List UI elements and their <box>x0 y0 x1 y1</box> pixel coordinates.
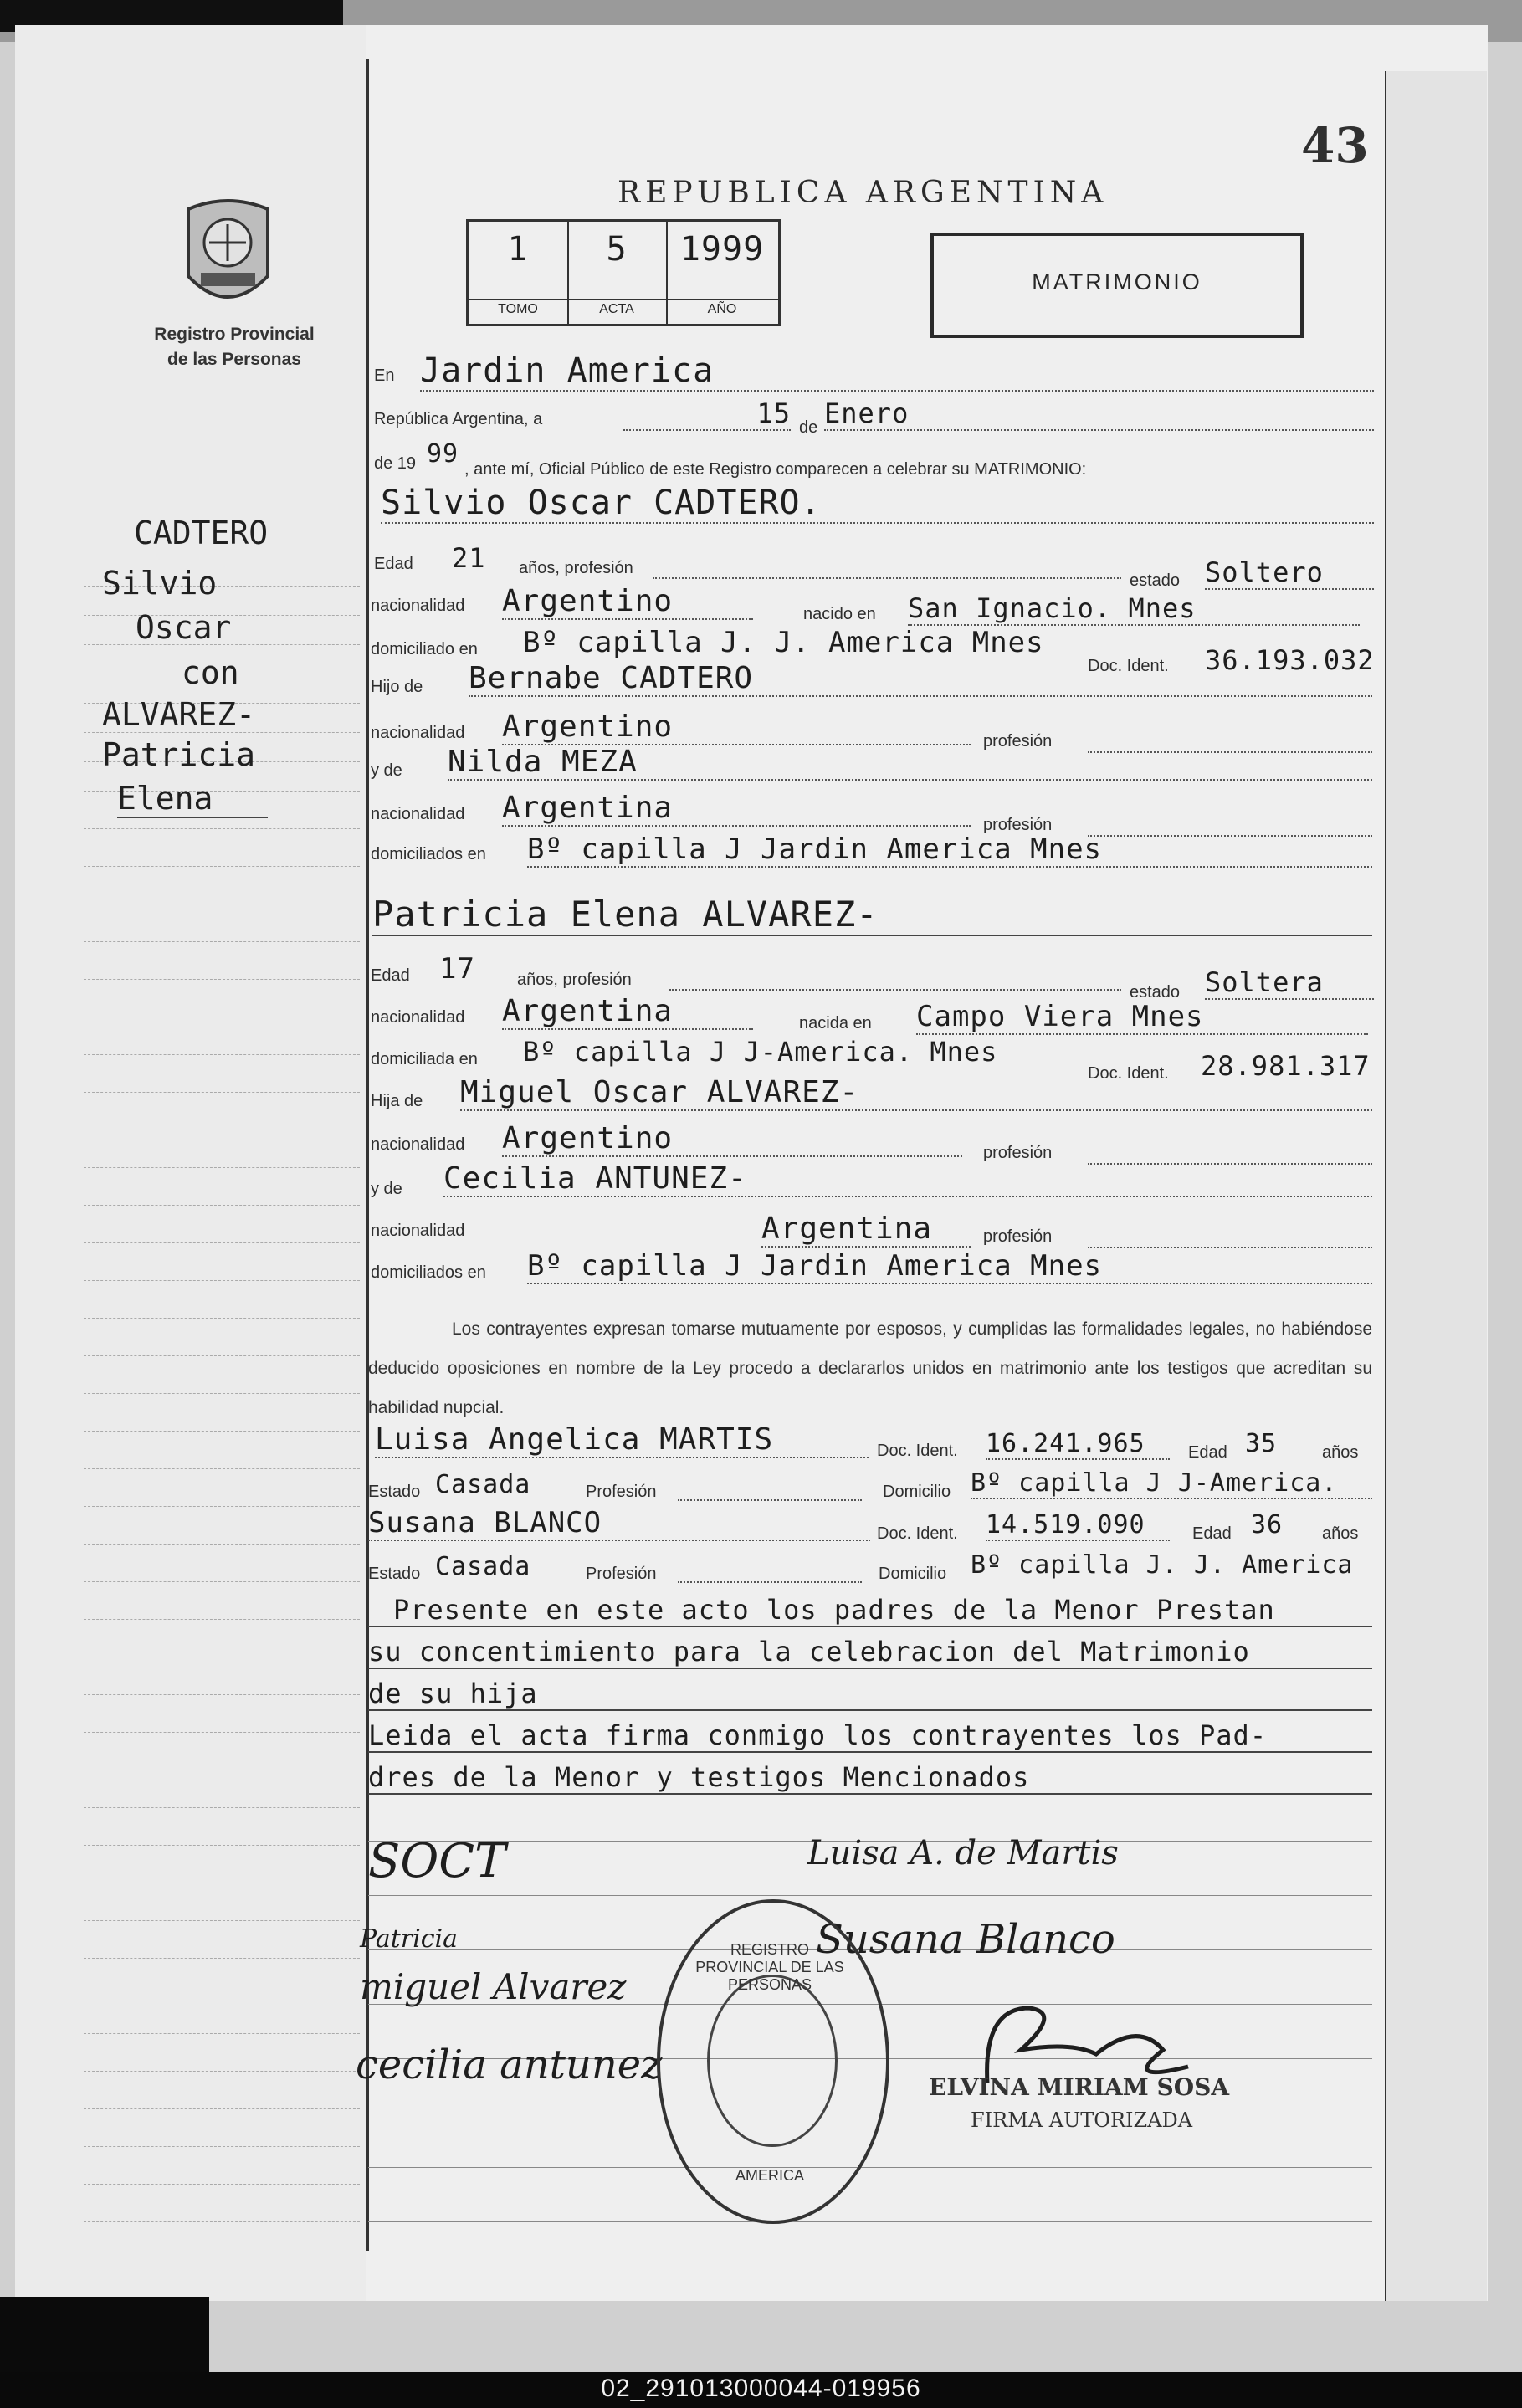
groom-doc: 36.193.032 <box>1205 644 1375 676</box>
margin-rule <box>84 2033 360 2034</box>
margin-rule <box>84 2146 360 2147</box>
margin-rule <box>84 1958 360 1959</box>
registry-name <box>126 322 343 372</box>
bride-father-profesion-label: profesión <box>983 1144 1053 1162</box>
father-signature: miguel Alvarez <box>360 1966 627 2007</box>
groom-father: Bernabe CADTERO <box>469 661 1372 697</box>
witness1-age: 35 <box>1245 1429 1278 1458</box>
groom-nacionalidad-label: nacionalidad <box>371 597 465 615</box>
groom-edad-label: Edad <box>374 555 413 573</box>
acta-value: 5 <box>606 230 628 269</box>
tomo-value: 1 <box>507 230 529 269</box>
margin-note-line: Oscar <box>136 609 232 646</box>
groom-signature: SOCT <box>368 1834 506 1888</box>
en-label: En <box>374 366 395 385</box>
bride-doc: 28.981.317 <box>1201 1050 1371 1082</box>
groom-mother-nacionalidad: Argentina <box>502 791 971 827</box>
margin-rule <box>84 1431 360 1432</box>
margin-rule <box>84 1318 360 1319</box>
country-heading: REPUBLICA ARGENTINA <box>618 176 1109 210</box>
margin-rule <box>84 1355 360 1356</box>
groom-father-profesion-label: profesión <box>983 732 1053 751</box>
bride-domiciliada-label: domiciliada en <box>371 1050 478 1068</box>
image-id-label: 02_291013000044-019956 <box>601 2375 921 2402</box>
bride-mother-nacionalidad: Argentina <box>761 1212 971 1248</box>
margin-rule <box>84 866 360 867</box>
witness1-domicilio-label: Domicilio <box>883 1483 951 1501</box>
record-reference-box <box>466 219 781 326</box>
groom-profesion-line <box>653 577 1121 579</box>
seal-top-text: REGISTRO PROVINCIAL DE LAS PERSONAS <box>695 1941 844 1993</box>
margin-rule <box>84 2071 360 2072</box>
bride-father-nac-label: nacionalidad <box>371 1135 465 1154</box>
margin-rule <box>84 1581 360 1582</box>
witness1-anos-label: años <box>1322 1443 1359 1462</box>
witness2-name: Susana BLANCO <box>368 1506 870 1541</box>
record-type-box <box>930 233 1304 338</box>
margin-note-line: Silvio <box>102 565 218 602</box>
bride-domicilio: Bº capilla J J-America. Mnes <box>523 1036 998 1068</box>
bride-father: Miguel Oscar ALVAREZ- <box>460 1075 1372 1111</box>
witness2-domicilio: Bº capilla J. J. America <box>971 1550 1354 1580</box>
signature-rule <box>368 2221 1372 2222</box>
witness1-estado-label: Estado <box>368 1483 421 1501</box>
groom-father-nac-label: nacionalidad <box>371 724 465 742</box>
margin-rule <box>84 1544 360 1545</box>
ano-value: 1999 <box>679 230 765 269</box>
bride-father-nacionalidad: Argentino <box>502 1121 962 1157</box>
margin-rule <box>84 1167 360 1168</box>
groom-mother: Nilda MEZA <box>448 745 1372 781</box>
official-name: ELVINA MIRIAM SOSA <box>929 2073 1230 2101</box>
de-label: de <box>799 418 818 437</box>
intro-text: , ante mí, Oficial Público de este Registro comparecen a celebrar su MATRIMONIO: <box>464 460 1087 479</box>
margin-rule <box>84 1242 360 1243</box>
margin-note-line: Elena <box>117 780 268 818</box>
bride-doc-label: Doc. Ident. <box>1088 1064 1169 1083</box>
groom-estado: Soltero <box>1205 556 1374 590</box>
margin-rule <box>84 1468 360 1469</box>
day-value: 15 <box>623 397 791 431</box>
groom-yde-label: y de <box>371 761 402 780</box>
witness2-signature: Susana Blanco <box>816 1916 1115 1963</box>
bride-yde-label: y de <box>371 1180 402 1198</box>
margin-note-line: ALVAREZ- <box>102 696 256 733</box>
witness2-age: 36 <box>1251 1510 1284 1540</box>
margin-rule <box>84 1393 360 1394</box>
record-type-label: MATRIMONIO <box>1032 269 1202 295</box>
groom-estado-label: estado <box>1130 571 1181 590</box>
groom-domicilio: Bº capilla J. J. America Mnes <box>523 626 1044 659</box>
witness1-edad-label: Edad <box>1188 1443 1227 1462</box>
bride-estado: Soltera <box>1205 966 1374 1000</box>
witness1-name: Luisa Angelica MARTIS <box>375 1422 869 1458</box>
note-line: su concentimiento para la celebracion del Matrimonio <box>368 1636 1372 1669</box>
margin-rule <box>84 979 360 980</box>
registry-name-line1: Registro Provincial <box>154 325 315 344</box>
margin-rule <box>84 2184 360 2185</box>
margin-rule <box>84 1845 360 1846</box>
groom-profesion-label: años, profesión <box>519 559 633 577</box>
witness2-estado-label: Estado <box>368 1565 421 1583</box>
groom-mother-profesion-label: profesión <box>983 816 1053 834</box>
bride-mother-profesion-line <box>1088 1247 1372 1248</box>
bride-age: 17 <box>439 952 475 986</box>
note-line: Presente en este acto los padres de la Menor Prestan <box>368 1594 1372 1627</box>
margin-rule <box>84 941 360 942</box>
witness2-doc: 14.519.090 <box>986 1510 1170 1541</box>
margin-note-line: CADTERO <box>134 515 269 551</box>
bride-profesion-line <box>669 989 1121 991</box>
bride-mother: Cecilia ANTUNEZ- <box>443 1161 1372 1197</box>
bride-parents-dom-label: domiciliados en <box>371 1263 486 1282</box>
groom-age: 21 <box>452 542 486 574</box>
groom-doc-label: Doc. Ident. <box>1088 657 1169 675</box>
groom-father-nacionalidad: Argentino <box>502 710 971 745</box>
margin-rule <box>84 2108 360 2109</box>
bride-mother-nac-label: nacionalidad <box>371 1222 465 1240</box>
seal-bottom-text: AMERICA <box>735 2167 804 2184</box>
groom-parents-domicilio: Bº capilla J Jardin America Mnes <box>527 833 1372 868</box>
bride-nacida-en: Campo Viera Mnes <box>916 1000 1368 1035</box>
bride-nacida-label: nacida en <box>799 1014 872 1032</box>
registry-name-line2: de las Personas <box>167 350 301 369</box>
groom-nacionalidad: Argentino <box>502 584 753 620</box>
note-line: de su hija <box>368 1678 1372 1711</box>
margin-rule <box>84 1280 360 1281</box>
bride-parents-domicilio: Bº capilla J Jardin America Mnes <box>527 1249 1372 1284</box>
groom-mother-nac-label: nacionalidad <box>371 805 465 823</box>
margin-note-line: con <box>182 654 239 691</box>
groom-hijo-label: Hijo de <box>371 678 423 696</box>
bride-mother-profesion-label: profesión <box>983 1227 1053 1246</box>
margin-rule <box>84 2221 360 2222</box>
place-value: Jardin America <box>420 351 1374 392</box>
bride-name: Patricia Elena ALVAREZ- <box>372 894 1372 936</box>
margin-rule <box>84 1619 360 1620</box>
tomo-label: TOMO <box>469 299 567 317</box>
official-title: FIRMA AUTORIZADA <box>971 2108 1193 2132</box>
bride-nacionalidad: Argentina <box>502 994 753 1030</box>
witness2-doc-label: Doc. Ident. <box>877 1524 958 1543</box>
declaration-text: Los contrayentes expresan tomarse mutuamente por esposos, y cumplidas las formalidades legales, no habiéndose deducido oposiciones en nombre de la Ley procedo a declararlos unidos en matrimonio ante los testigos que acreditan su habilidad nupcial. <box>368 1319 1372 1417</box>
margin-rule <box>84 1205 360 1206</box>
witness2-profesion-line <box>678 1581 862 1583</box>
witness1-profesion-label: Profesión <box>586 1483 657 1501</box>
note-line: Leida el acta firma conmigo los contrayentes los Pad- <box>368 1719 1372 1753</box>
coat-of-arms-icon <box>176 192 280 318</box>
groom-domiciliado-label: domiciliado en <box>371 640 478 658</box>
witness2-edad-label: Edad <box>1192 1524 1232 1543</box>
year-prefix: de 19 <box>374 454 417 473</box>
margin-rule <box>84 828 360 829</box>
witness2-anos-label: años <box>1322 1524 1359 1543</box>
ano-label: AÑO <box>666 299 778 317</box>
page-number: 43 <box>1301 117 1369 174</box>
witness1-signature: Luisa A. de Martis <box>807 1834 1119 1873</box>
margin-divider <box>366 59 369 2251</box>
mother-signature: cecilia antunez <box>356 2042 663 2088</box>
ano-cell <box>666 222 778 324</box>
bride-signature: Patricia <box>360 1924 458 1954</box>
signature-rule <box>368 1895 1372 1896</box>
bride-edad-label: Edad <box>371 966 410 985</box>
margin-rule <box>84 1092 360 1093</box>
margin-rule <box>84 1694 360 1695</box>
margin-rule <box>84 1807 360 1808</box>
acta-label: ACTA <box>567 299 666 317</box>
acta-cell <box>567 222 668 324</box>
bride-estado-label: estado <box>1130 983 1181 1002</box>
groom-nacido-label: nacido en <box>803 605 876 623</box>
tomo-cell <box>469 222 569 324</box>
bride-profesion-label: años, profesión <box>517 971 632 989</box>
margin-note-line: Patricia <box>102 736 256 773</box>
note-line: dres de la Menor y testigos Mencionados <box>368 1761 1372 1795</box>
witness1-doc: 16.241.965 <box>986 1429 1170 1460</box>
margin-rule <box>84 1732 360 1733</box>
witness1-doc-label: Doc. Ident. <box>877 1442 958 1460</box>
right-page-edge <box>1385 71 1487 2301</box>
witness1-profesion-line <box>678 1499 862 1501</box>
month-value: Enero <box>824 397 1374 431</box>
witness2-estado: Casada <box>435 1552 531 1581</box>
groom-parents-dom-label: domiciliados en <box>371 845 486 863</box>
margin-rule <box>84 1054 360 1055</box>
year-value: 99 <box>427 439 459 469</box>
margin-rule <box>84 1506 360 1507</box>
witness1-domicilio: Bº capilla J J-America. <box>971 1468 1372 1499</box>
groom-name: Silvio Oscar CADTERO. <box>381 484 1374 524</box>
margin-rule <box>84 1920 360 1921</box>
bride-nacionalidad-label: nacionalidad <box>371 1008 465 1027</box>
republica-label: República Argentina, a <box>374 410 543 428</box>
official-seal-emblem <box>707 1975 838 2147</box>
witness2-domicilio-label: Domicilio <box>879 1565 947 1583</box>
groom-nacido-en: San Ignacio. Mnes <box>908 592 1360 626</box>
signature-rule <box>368 2167 1372 2168</box>
witness2-profesion-label: Profesión <box>586 1565 657 1583</box>
witness1-estado: Casada <box>435 1470 531 1499</box>
bride-hija-label: Hija de <box>371 1092 423 1110</box>
